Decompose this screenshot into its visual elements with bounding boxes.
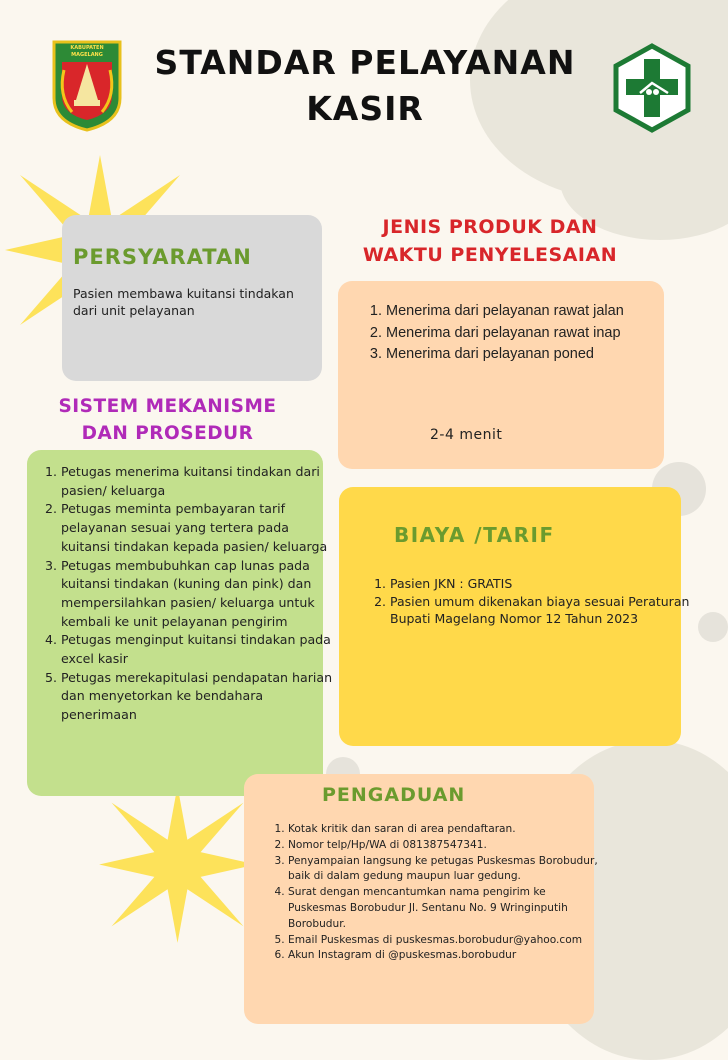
- duration-text: 2-4 menit: [430, 427, 503, 443]
- list-item: 5. Petugas merekapitulasi pendapatan harian dan menyetorkan ke bendahara penerimaan: [61, 669, 339, 725]
- jenis-produk-list: [360, 301, 646, 366]
- persyaratan-card: [62, 215, 322, 381]
- biaya-card: [339, 487, 690, 746]
- pengaduan-card: [244, 774, 598, 1024]
- page-title: [130, 40, 600, 132]
- jenis-produk-heading-line2: WAKTU PENYELESAIAN: [362, 244, 618, 266]
- puskesmas-logo-icon: [612, 43, 692, 133]
- jenis-produk-heading-line1: JENIS PRODUK DAN: [382, 216, 598, 238]
- jenis-produk-card: [338, 281, 664, 469]
- list-item: 4. Surat dengan mencantumkan nama pengirim ke Puskesmas Borobudur Jl. Sentanu No. 9 Wringinputih Borobudur.: [288, 885, 603, 932]
- list-item: 2. Nomor telp/Hp/WA di 081387547341.: [288, 838, 603, 854]
- page-title-line2: KASIR: [306, 89, 424, 128]
- jenis-produk-heading: [340, 213, 640, 269]
- persyaratan-heading: PERSYARATAN: [73, 245, 252, 269]
- list-item: 3. Menerima dari pelayanan poned: [386, 344, 646, 366]
- sistem-heading-line2: DAN PROSEDUR: [81, 423, 254, 444]
- list-item: 1. Menerima dari pelayanan rawat jalan: [386, 301, 646, 323]
- list-item: 3. Penyampaian langsung ke petugas Puskesmas Borobudur, baik di dalam gedung maupun luar gedung.: [288, 854, 603, 886]
- list-item: 2. Pasien umum dikenakan biaya sesuai Peraturan Bupati Magelang Nomor 12 Tahun 2023: [390, 593, 690, 628]
- page-title-line1: STANDAR PELAYANAN: [154, 43, 576, 82]
- background-circle: [698, 612, 728, 642]
- list-item: 1. Pasien JKN : GRATIS: [390, 575, 690, 593]
- sistem-heading: [30, 393, 305, 447]
- star-decoration-icon: [95, 782, 260, 947]
- list-item: 2. Menerima dari pelayanan rawat inap: [386, 323, 646, 345]
- sistem-card: [27, 450, 333, 796]
- list-item: 2. Petugas meminta pembayaran tarif pelayanan sesuai yang tertera pada kuitansi tindakan kepada pasien/ keluarga: [61, 500, 339, 556]
- kabupaten-magelang-logo: [52, 40, 122, 132]
- biaya-list: [364, 575, 690, 628]
- list-item: 3. Petugas membubuhkan cap lunas pada kuitansi tindakan (kuning dan pink) dan mempersilahkan pasien/ keluarga untuk kembali ke unit pelayanan pengirim: [61, 557, 339, 632]
- sistem-heading-line1: SISTEM MEKANISME: [58, 396, 277, 417]
- sistem-list: [35, 463, 339, 725]
- list-item: 1. Petugas menerima kuitansi tindakan dari pasien/ keluarga: [61, 463, 339, 500]
- list-item: 1. Kotak kritik dan saran di area pendaftaran.: [288, 822, 603, 838]
- logo-text-top: KABUPATEN: [70, 45, 104, 51]
- pengaduan-heading: PENGADUAN: [322, 784, 466, 806]
- logo-text-bottom: MAGELANG: [71, 52, 103, 58]
- persyaratan-body: Pasien membawa kuitansi tindakan dari unit pelayanan: [73, 286, 294, 318]
- biaya-heading: BIAYA /TARIF: [394, 523, 555, 547]
- list-item: 4. Petugas menginput kuitansi tindakan pada excel kasir: [61, 631, 339, 668]
- list-item: 5. Email Puskesmas di puskesmas.borobudur@yahoo.com: [288, 933, 603, 949]
- list-item: 6. Akun Instagram di @puskesmas.borobudur: [288, 948, 603, 964]
- pengaduan-list: [262, 822, 603, 964]
